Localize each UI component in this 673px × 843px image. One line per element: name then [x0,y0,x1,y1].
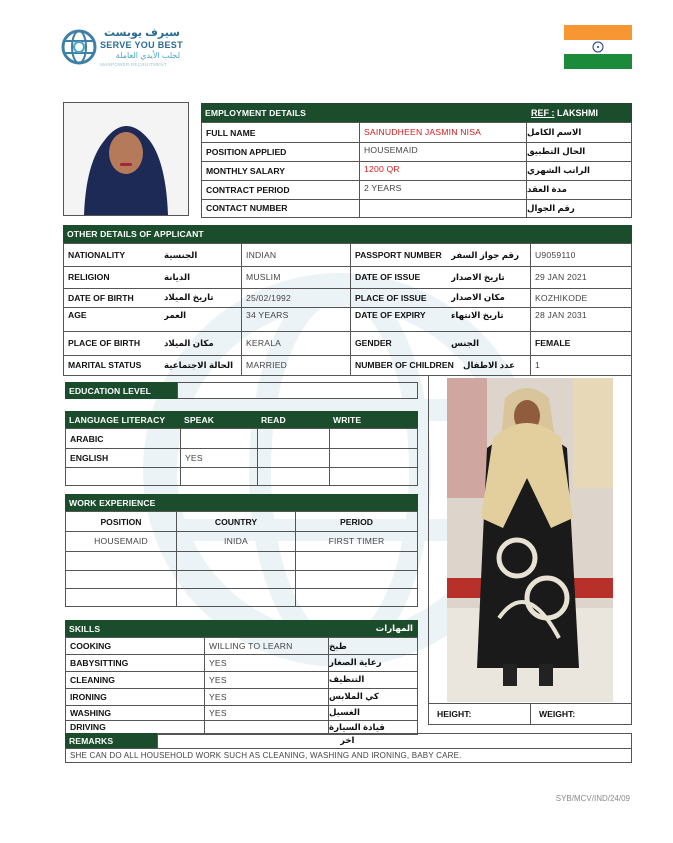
skill-babysitting-label: BABYSITTING [70,657,129,668]
company-logo [60,26,190,72]
read-header: READ [261,414,286,425]
position-applied-label: POSITION APPLIED [206,146,287,157]
remarks-header: REMARKS [65,733,157,748]
speak-header: SPEAK [184,414,215,425]
date-of-birth-label: DATE OF BIRTH [68,292,134,303]
other-details-header: OTHER DETAILS OF APPLICANT [63,225,632,243]
religion-value: MUSLIM [246,272,281,282]
date-of-issue-value: 29 JAN 2021 [535,272,587,282]
skill-ironing-label: IRONING [70,691,107,702]
date-of-birth-arabic: تاريخ الميلاد [164,292,214,302]
education-level-value [177,382,418,399]
ref-header [525,103,632,122]
contract-period-label: CONTRACT PERIOD [206,184,290,195]
language-header-row [65,411,418,428]
language-arabic-label: ARABIC [70,433,104,444]
language-table [65,428,418,486]
skill-driving-label: DRIVING [70,722,106,732]
place-of-birth-value: KERALA [246,338,282,348]
skill-cooking-arabic: طبخ [329,640,347,651]
work-experience-table [65,511,418,607]
passport-number-value: U9059110 [535,250,576,260]
document-reference-code: SYB/MCV/IND/24/09 [555,794,630,803]
number-of-children-value: 1 [535,360,540,370]
skill-cleaning-label: CLEANING [70,674,115,685]
full-name-arabic: الاسم الكامل [527,127,582,137]
date-of-expiry-value: 28 JAN 2031 [535,310,587,320]
work-country-column: COUNTRY [214,516,258,527]
marital-status-label: MARITAL STATUS [68,360,142,370]
skills-table [65,637,418,735]
contact-number-arabic: رقم الجوال [527,202,575,213]
india-flag-icon [564,25,632,69]
employment-table [201,122,632,218]
position-applied-value: HOUSEMAID [364,145,418,155]
age-arabic: العمر [164,309,187,320]
gender-arabic: الجنس [451,337,480,348]
work-row-1-period: FIRST TIMER [328,536,385,546]
place-of-birth-label: PLACE OF BIRTH [68,338,141,348]
passport-number-arabic: رقم جواز السفر [451,249,520,260]
skill-washing-value: YES [209,707,227,718]
skill-ironing-value: YES [209,691,227,702]
number-of-children-arabic: عدد الاطفال [463,359,515,370]
skills-header: SKILLS [69,623,101,634]
nationality-label: NATIONALITY [68,250,126,260]
language-arabic-speak [181,429,257,448]
skill-ironing-arabic: كي الملابس [329,691,379,701]
monthly-salary-arabic: الراتب الشهري [527,165,590,175]
weight-label: WEIGHT: [539,709,576,719]
applicant-full-photo-box [428,375,632,725]
education-level-header: EDUCATION LEVEL [65,382,177,399]
language-arabic-write [330,429,417,448]
applicant-portrait-photo [63,102,189,216]
language-english-read [258,448,329,467]
work-period-column: PERIOD [340,516,373,527]
logo-arabic: سيرف يوبست [104,27,180,39]
logo-globe-icon [60,26,98,68]
language-english-write [330,448,417,467]
nationality-value: INDIAN [246,250,277,260]
place-of-birth-arabic: مكان الميلاد [164,337,214,348]
skill-driving-arabic: قيادة السيارة [329,721,385,732]
contact-number-label: CONTACT NUMBER [206,203,288,213]
date-of-expiry-arabic: تاريخ الانتهاء [451,309,504,320]
skill-washing-label: WASHING [70,707,112,718]
skill-driving-value [205,720,328,734]
skill-cooking-label: COOKING [70,641,112,651]
contact-number-value [360,199,526,217]
marital-status-value: MARRIED [246,360,288,370]
contract-period-value: 2 YEARS [364,183,402,193]
language-english-label: ENGLISH [70,452,109,463]
monthly-salary-label: MONTHLY SALARY [206,165,285,176]
skills-header-arabic: المهارات [375,623,413,633]
religion-label: RELIGION [68,272,110,282]
work-position-column: POSITION [100,516,142,527]
skill-babysitting-value: YES [209,657,227,668]
age-label: AGE [68,310,87,320]
marital-status-arabic: الحالة الاجتماعية [164,359,234,370]
logo-sub-english: MANPOWER RECRUITMENT [100,62,167,67]
skills-header-row [65,620,418,637]
language-arabic-read [258,429,329,448]
date-of-issue-arabic: تاريخ الاصدار [451,271,505,282]
monthly-salary-value: 1200 QR [364,164,400,174]
employment-details-header: EMPLOYMENT DETAILS [201,103,525,122]
logo-english: SERVE YOU BEST [100,40,183,50]
skill-babysitting-arabic: رعاية الصغار [329,657,382,667]
place-of-issue-arabic: مكان الاصدار [451,292,505,302]
gender-label: GENDER [355,338,392,348]
full-name-label: FULL NAME [206,127,256,138]
logo-sub-arabic: لجلب الأيدي العاملة [115,51,180,60]
passport-number-label: PASSPORT NUMBER [355,250,442,260]
skill-cooking-value: WILLING TO LEARN [209,641,293,651]
height-label: HEIGHT: [437,709,472,719]
skill-washing-arabic: الغسيل [329,707,360,717]
remarks-arabic: اخر [340,735,355,745]
language-literacy-header: LANGUAGE LITERACY [69,414,166,425]
gender-value: FEMALE [535,338,571,348]
skill-cleaning-arabic: التنظيف [329,674,365,684]
religion-arabic: الديانة [164,271,191,282]
position-applied-arabic: الحال التطبيق [527,146,586,156]
work-row-1-position: HOUSEMAID [94,536,148,546]
ref-value: LAKSHMI [557,107,599,118]
ref-label: REF : [531,107,555,118]
date-of-expiry-label: DATE OF EXPIRY [355,310,426,320]
number-of-children-label: NUMBER OF CHILDREN [355,360,454,370]
date-of-birth-value: 25/02/1992 [246,292,292,303]
work-row-1-country: INIDA [224,536,248,546]
write-header: WRITE [333,414,362,425]
full-name-value: SAINUDHEEN JASMIN NISA [364,126,482,137]
applicant-full-photo [447,378,613,702]
other-details-table [63,243,632,376]
date-of-issue-label: DATE OF ISSUE [355,272,421,282]
work-experience-header: WORK EXPERIENCE [65,494,418,511]
nationality-arabic: الجنسية [164,249,198,260]
remarks-text: SHE CAN DO ALL HOUSEHOLD WORK SUCH AS CLEANING, WASHING AND IRONING, BABY CARE. [65,748,632,763]
place-of-issue-label: PLACE OF ISSUE [355,292,427,303]
contract-period-arabic: مدة العقد [527,184,567,194]
skill-cleaning-value: YES [209,674,227,685]
place-of-issue-value: KOZHIKODE [535,292,588,303]
language-english-speak: YES [185,452,203,463]
age-value: 34 YEARS [246,310,289,320]
